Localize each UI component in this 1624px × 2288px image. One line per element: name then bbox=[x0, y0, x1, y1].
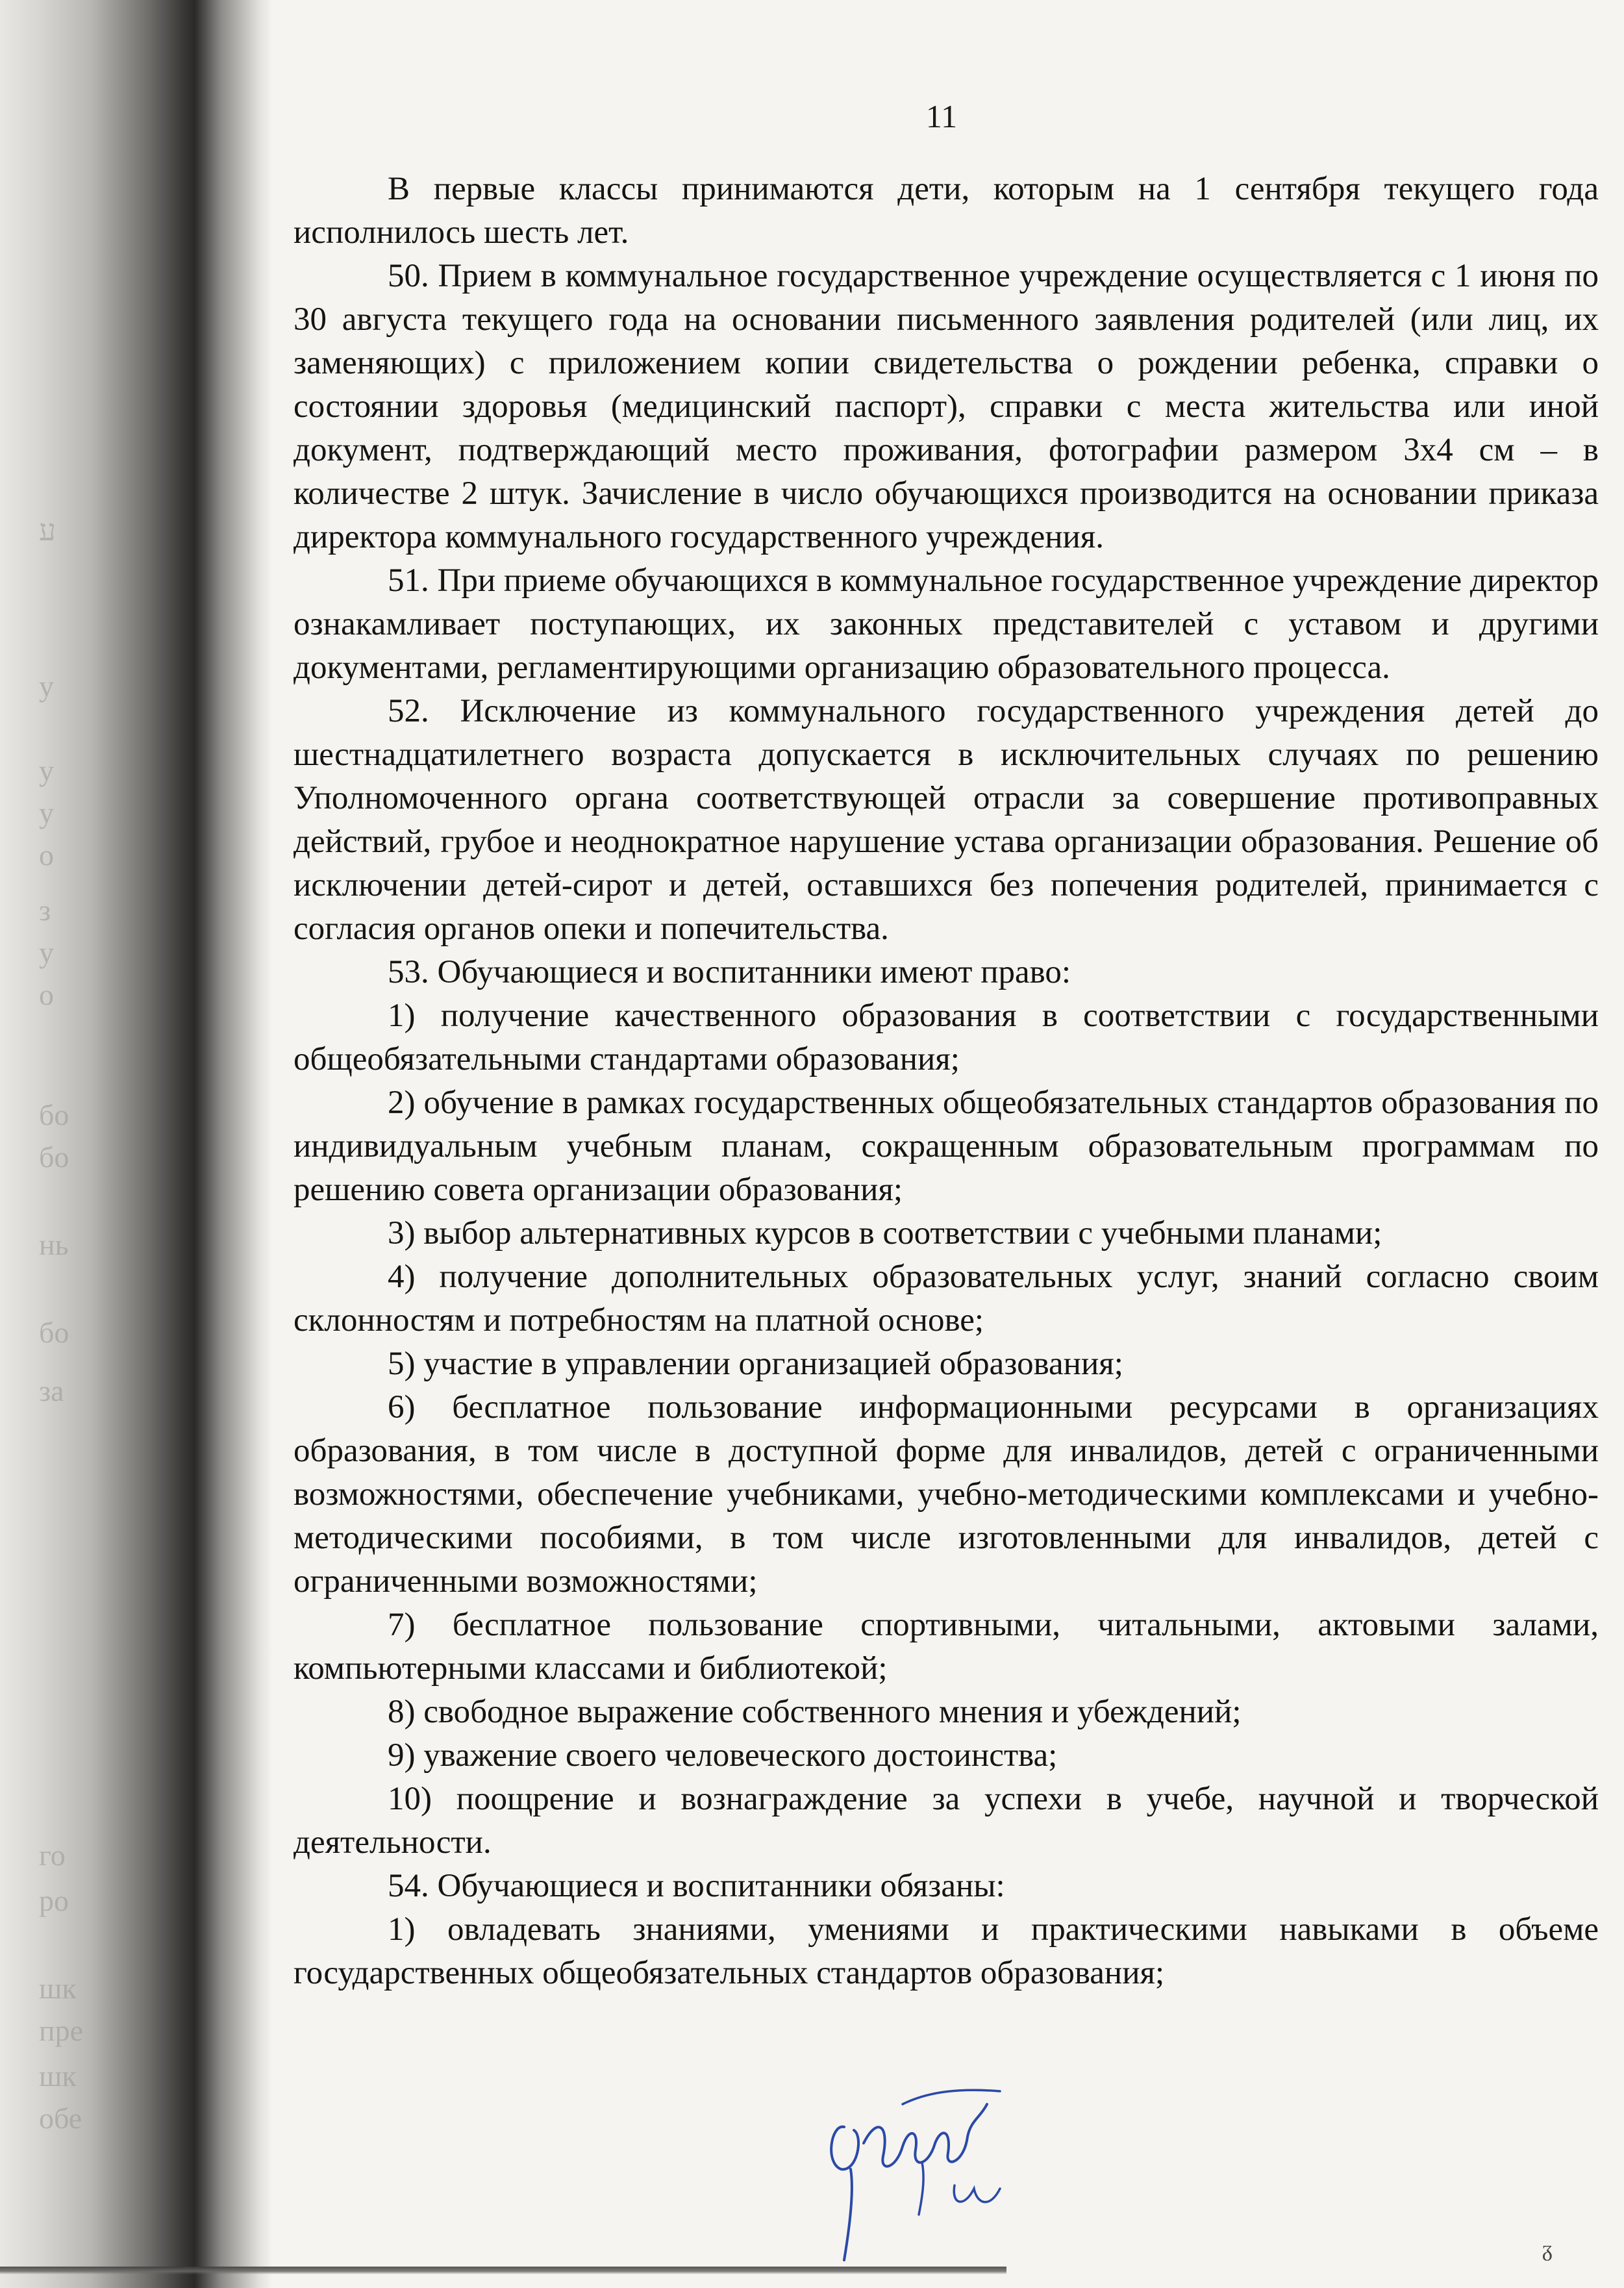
list-item: 9) уважение своего человеческого достоинства; bbox=[388, 1737, 1058, 1774]
scan-bottom-edge bbox=[0, 2267, 1006, 2274]
paragraph: 51. При приеме обучающихся в коммунальное государственное учреждение директор ознакамливает поступающих, их законных представителей с уставом и другими документами, регламентирующими организацию образовательного процесса. bbox=[294, 562, 1599, 686]
bleed-through-text: ро bbox=[39, 1884, 69, 1917]
list-item: 8) свободное выражение собственного мнения и убеждений; bbox=[388, 1694, 1242, 1730]
list-item: 1) овладевать знаниями, умениями и практическими навыками в объеме государственных общеобязательных стандартов образования; bbox=[294, 1911, 1599, 1991]
bleed-through-text: шк bbox=[39, 2059, 77, 2093]
bleed-through-text: бо bbox=[39, 1316, 69, 1349]
list-item: 6) бесплатное пользование информационными ресурсами в организациях образования, в том числе в доступной форме для инвалидов, детей с ограниченными возможностями, обеспечение учебниками, учебно-методическими комплексами и учебно-методическими пособиями, в том числе изготовленными для инвалидов, детей с ограниченными возможностями; bbox=[294, 1389, 1599, 1600]
paragraph: 50. Прием в коммунальное государственное учреждение осуществляется с 1 июня по 30 августа текущего года на основании письменного заявления родителей (или лиц, их заменяющих) с приложением копии свидетельства о рождении ребенка, справки о состоянии здоровья (медицинский паспорт), справки с места жительства или иной документ, подтверждающий место проживания, фотографии размером 3х4 см – в количестве 2 штук. Зачисление в число обучающихся производится на основании приказа директора коммунального государственного учреждения. bbox=[294, 258, 1599, 555]
list-item: 7) бесплатное пользование спортивными, читальными, актовыми залами, компьютерными классами и библиотекой; bbox=[294, 1607, 1599, 1687]
corner-mark: ᵹ bbox=[1542, 2237, 1553, 2261]
bleed-through-text: ע bbox=[39, 514, 56, 547]
paragraph: 53. Обучающиеся и воспитанники имеют право: bbox=[388, 954, 1071, 990]
bleed-through-text: бо bbox=[39, 1098, 69, 1131]
list-item: 1) получение качественного образования в соответствии с государственными общеобязательными стандартами образования; bbox=[294, 998, 1599, 1077]
bleed-through-text: о bbox=[39, 978, 54, 1011]
list-item: 5) участие в управлении организацией образования; bbox=[388, 1346, 1123, 1382]
bleed-through-text: шк bbox=[39, 1972, 77, 2005]
list-item: 2) обучение в рамках государственных общеобязательных стандартов образования по индивидуальным учебным планам, сокращенным образовательным программам по решению совета организации образования; bbox=[294, 1085, 1599, 1208]
list-item: 3) выбор альтернативных курсов в соответствии с учебными планами; bbox=[388, 1215, 1382, 1251]
bleed-through-text: у bbox=[39, 670, 54, 703]
bleed-through-text: бо bbox=[39, 1140, 69, 1174]
paragraph: 54. Обучающиеся и воспитанники обязаны: bbox=[388, 1868, 1005, 1904]
bleed-through-text: го bbox=[39, 1839, 66, 1872]
bleed-through-text: у bbox=[39, 754, 54, 787]
bleed-through-text: у bbox=[39, 936, 54, 969]
bleed-through-text: обе bbox=[39, 2102, 82, 2135]
handwritten-signature bbox=[805, 2065, 1039, 2273]
bleed-through-text: пре bbox=[39, 2014, 84, 2047]
bleed-through-text: нь bbox=[39, 1228, 69, 1261]
document-body bbox=[294, 168, 1599, 1995]
bleed-through-text: о bbox=[39, 838, 54, 872]
paragraph: 52. Исключение из коммунального государственного учреждения детей до шестнадцатилетнего возраста допускается в исключительных случаях по решению Уполномоченного органа соответствующей отрасли за совершение противоправных действий, грубое и неоднократное нарушение устава организации образования. Решение об исключении детей-сирот и детей, оставшихся без попечения родителей, принимается с согласия органов опеки и попечительства. bbox=[294, 693, 1599, 947]
bleed-through-text: з bbox=[39, 894, 51, 927]
bleed-through-text: за bbox=[39, 1374, 64, 1407]
list-item: 4) получение дополнительных образовательных услуг, знаний согласно своим склонностям и потребностям на платной основе; bbox=[294, 1259, 1599, 1339]
list-item: 10) поощрение и вознаграждение за успехи в учебе, научной и творческой деятельности. bbox=[294, 1781, 1599, 1861]
bleed-through-text: у bbox=[39, 796, 54, 829]
paragraph: В первые классы принимаются дети, которым на 1 сентября текущего года исполнилось шесть лет. bbox=[294, 171, 1599, 251]
page-number: 11 bbox=[925, 98, 958, 134]
